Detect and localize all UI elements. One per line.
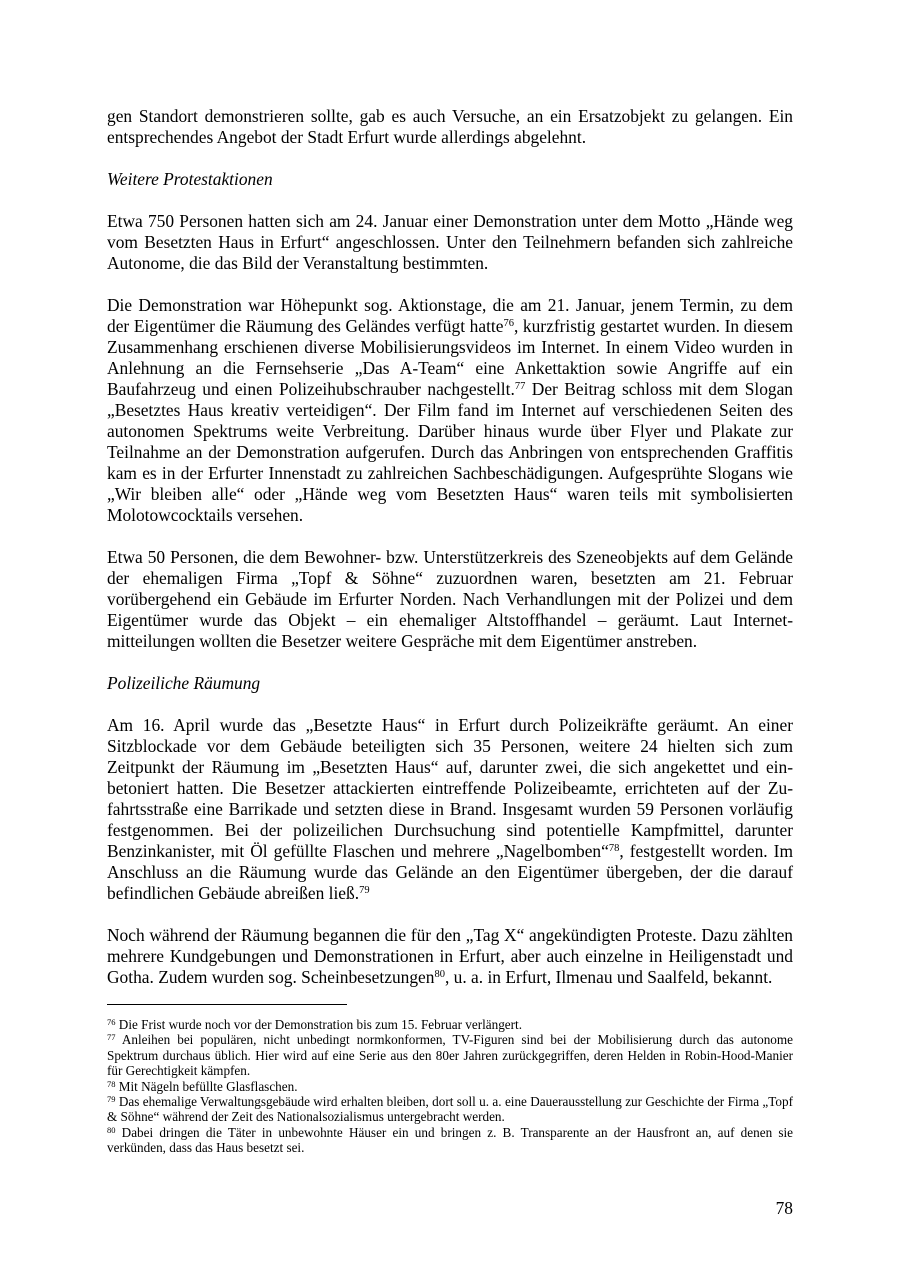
footnote-item [107, 1032, 793, 1078]
footnote-ref-78[interactable]: 78 [608, 843, 620, 854]
footnote-divider [107, 1004, 347, 1005]
text-run: Die Demonstration war Höhepunkt sog. Aktionstage, die am 21. Januar, jenem Termin, zu dem der Eigentümer die Räumung des Geländes verfügt hatte [107, 295, 793, 336]
footnote-ref-77[interactable]: 77 [514, 381, 526, 392]
document-page [107, 106, 793, 1156]
footnote-item [107, 1017, 793, 1032]
text-run: Noch während der Räumung begannen die für den „Tag X“ angekündigten Proteste. Dazu zählten mehrere Kundgebungen und Demonstrationen in Erfurt, aber auch einzelne in Heiligenstadt und Gotha. Zudem wurden sog. Scheinbesetzungen [107, 925, 793, 987]
footnote-text: Das ehemalige Verwaltungsgebäude wird erhalten bleiben, dort soll u. a. eine Dauerausstellung zur Geschichte der Firma „Topf & Söhne“ während der Zeit des Nationalsozialismus untergebracht werden. [107, 1094, 793, 1125]
footnote-item [107, 1125, 793, 1156]
footnotes [107, 1017, 793, 1156]
footnote-text: Dabei dringen die Täter in unbewohnte Häuser ein und bringen z. B. Transparente an der Hausfront an, auf denen sie verkünden, dass das Haus besetzt sei. [107, 1124, 793, 1156]
section-heading-raeumung: Polizeiliche Räumung [107, 673, 261, 693]
footnote-ref-80[interactable]: 80 [434, 969, 445, 980]
page-number: 78 [775, 1198, 793, 1218]
footnote-ref-76[interactable]: 76 [503, 318, 514, 329]
footnote-text: Anleihen bei populären, nicht unbedingt normkonformen, TV-Figuren sind bei der Mobilisierung durch das autonome Spektrum durchaus üblich. Hier wird auf eine Serie aus den 80er Jahren zurückgegriffen, deren Helden in Robin-Hood-Manier für Gerechtigkeit kämpfen. [107, 1032, 793, 1079]
intro-paragraph: gen Standort demonstrieren sollte, gab es auch Versuche, an ein Ersatzobjekt zu gelangen. Ein entsprechendes Angebot der Stadt Erfurt wurde allerdings abgelehnt. [107, 106, 793, 147]
footnote-number: 76 [107, 1017, 116, 1027]
footnote-number: 77 [107, 1032, 116, 1043]
footnote-number: 79 [107, 1094, 116, 1105]
footnote-item [107, 1079, 793, 1094]
text-run: Der Beitrag schloss mit dem Slogan „Besetztes Haus kreativ verteidigen“. Der Film fand im Internet auf verschiedenen Seiten des autonomen Spektrums weite Verbreitung. Darüber hinaus wurde über Flyer und Plakate zur Teilnahme an der Demonstration aufgerufen. Durch das Anbringen von entsprechenden Graffitis kam es in der Erfurter Innenstadt zu zahlreichen Sachbeschädigungen. Aufgesprühte Slogans wie „Wir bleiben alle“ oder „Hände weg vom Besetzten Haus“ waren teils mit symbolisierten Molotowcocktails versehen. [107, 379, 794, 525]
text-run: , festgestellt worden. Im Anschluss an die Räumung wurde das Gelände an den Eigentümer übergeben, der die darauf befindlichen Gebäude abreißen ließ. [107, 841, 793, 903]
text-run: , u. a. in Erfurt, Ilmenau und Saalfeld, bekannt. [444, 967, 773, 987]
footnote-text: Die Frist wurde noch vor der Demonstration bis zum 15. Februar verlängert. [115, 1017, 523, 1032]
footnote-number: 78 [107, 1078, 116, 1089]
footnote-number: 80 [107, 1124, 116, 1135]
footnote-text: Mit Nägeln befüllte Glasflaschen. [115, 1078, 298, 1094]
paragraph-tag-x [107, 925, 793, 988]
paragraph-raeumung [107, 715, 793, 904]
paragraph-aktionstage [107, 295, 793, 526]
text-run: Am 16. April wurde das „Besetzte Haus“ in Erfurt durch Polizeikräfte geräumt. An einer Sitzblockade vor dem Gebäude beteiligten sich 35 Personen, weitere 24 hielten sich zum Zeitpunkt der Räumung im „Besetzten Haus“ auf, darunter zwei, die sich angekettet und einbetoniert hatten. Die Besetzer attackierten eintreffende Polizeibeamte, errichteten auf der Zufahrtsstraße eine Barrikade und setzten diese in Brand. Insgesamt wurden 59 Personen vorläufig festgenommen. Bei der polizeilichen Durchsuchung sind potentielle Kampfmittel, darunter Benzinkanister, mit Öl gefüllte Flaschen und mehrere „Nagelbomben“ [107, 715, 793, 861]
footnote-item [107, 1094, 793, 1125]
footnote-ref-79[interactable]: 79 [359, 885, 370, 896]
paragraph-besetzung: Etwa 50 Personen, die dem Bewohner- bzw. Unterstützerkreis des Szeneobjekts auf dem Gelände der ehemaligen Firma „Topf & Söhne“ zuzuordnen waren, besetzten am 21. Februar vorübergehend ein Gebäude im Erfurter Norden. Nach Verhandlungen mit der Polizei und dem Eigentümer wurde das Objekt – ein ehemaliger Altstoffhandel – geräumt. Laut Internetmitteilungen wollten die Besetzer weitere Gespräche mit dem Eigentümer anstreben. [107, 547, 793, 651]
text-run: , kurzfristig gestartet wurden. In diesem Zusammenhang erschienen diverse Mobilisierungsvideos im Internet. In einem Video wurden in Anlehnung an die Fernsehserie „Das A-Team“ eine Ankettaktion sowie Angriffe auf ein Baufahrzeug und einen Polizeihubschrauber nachgestellt. [107, 316, 793, 399]
paragraph-demonstration: Etwa 750 Personen hatten sich am 24. Januar einer Demonstration unter dem Motto „Hände weg vom Besetzten Haus in Erfurt“ angeschlossen. Unter den Teilnehmern befanden sich zahlreiche Autonome, die das Bild der Veranstaltung bestimmten. [107, 211, 793, 273]
section-heading-protest: Weitere Protestaktionen [107, 169, 273, 189]
